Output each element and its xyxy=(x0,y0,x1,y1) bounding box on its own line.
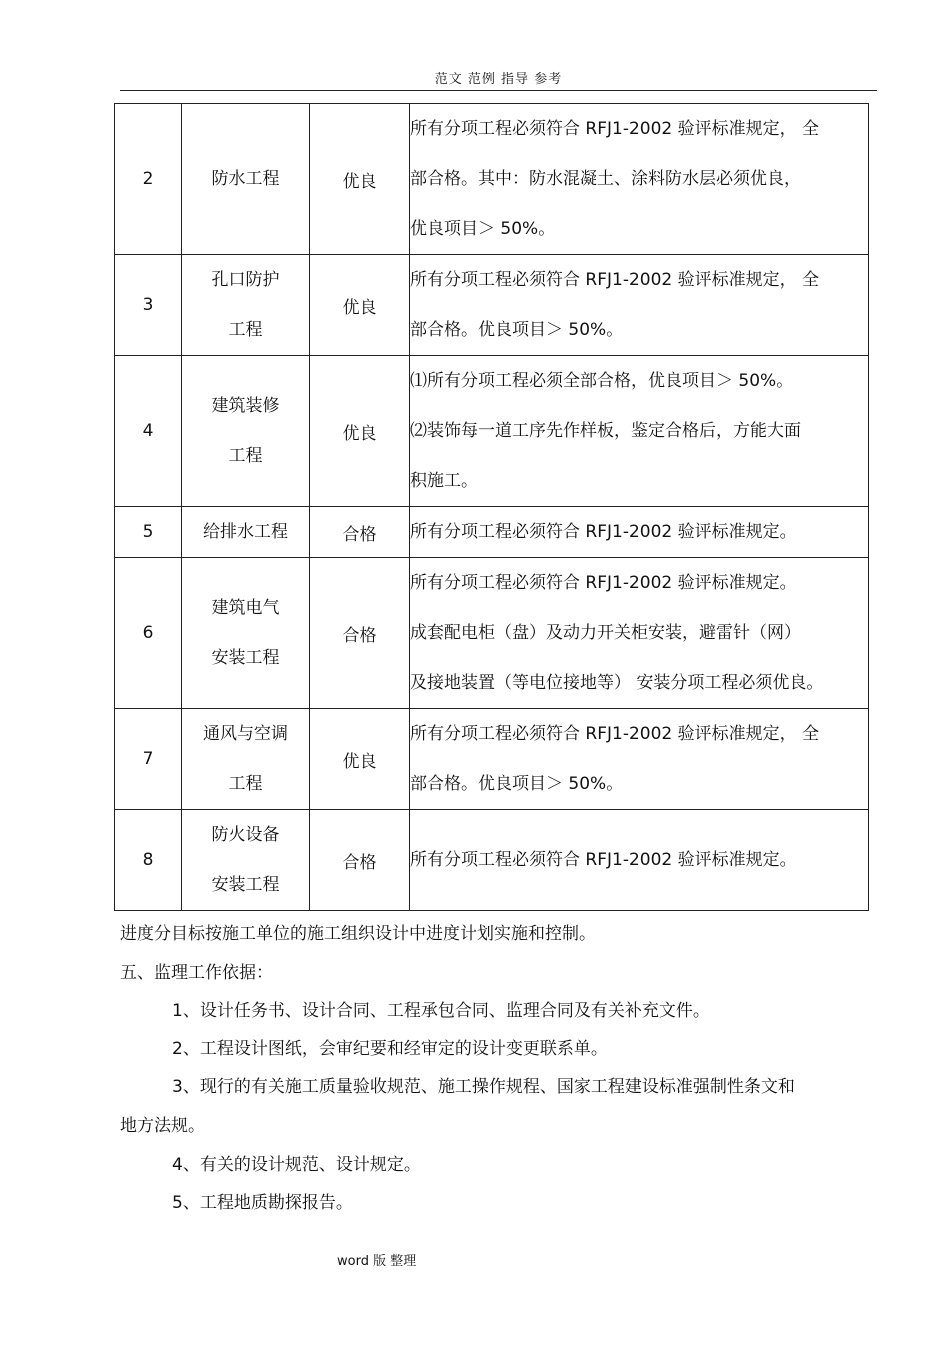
header-rule xyxy=(120,90,877,91)
basis-item-continued: 地方法规。 xyxy=(120,1116,205,1136)
quality-grade: 合格 xyxy=(310,558,410,709)
quality-grade: 优良 xyxy=(310,709,410,810)
basis-item: 3、现行的有关施工质量验收规范、施工操作规程、国家工程建设标准强制性条文和 xyxy=(172,1077,795,1097)
project-name: 通风与空调 工程 xyxy=(182,709,310,810)
project-name: 建筑电气 安装工程 xyxy=(182,558,310,709)
table-row xyxy=(115,709,869,810)
page-footer: word 版 整理 xyxy=(337,1254,417,1269)
project-name: 防火设备 安装工程 xyxy=(182,810,310,911)
row-number: 5 xyxy=(115,507,182,558)
table-row xyxy=(115,255,869,356)
requirement-text: 所有分项工程必须符合 RFJ1-2002 验评标准规定。 xyxy=(410,507,869,558)
basis-item: 2、工程设计图纸，会审纪要和经审定的设计变更联系单。 xyxy=(172,1039,608,1059)
row-number: 6 xyxy=(115,558,182,709)
table-row xyxy=(115,104,869,255)
row-number: 4 xyxy=(115,356,182,507)
basis-item: 4、有关的设计规范、设计规定。 xyxy=(172,1155,421,1175)
requirement-text: ⑴所有分项工程必须全部合格，优良项目＞ 50%。 ⑵装饰每一道工序先作样板，鉴定合格后，方能大面 积施工。 xyxy=(410,356,869,507)
table-row xyxy=(115,558,869,709)
section-title: 五、监理工作依据： xyxy=(120,963,273,983)
quality-grade: 优良 xyxy=(310,356,410,507)
page-header: 范文 范例 指导 参考 xyxy=(434,72,563,87)
project-name: 孔口防护 工程 xyxy=(182,255,310,356)
row-number: 3 xyxy=(115,255,182,356)
row-number: 8 xyxy=(115,810,182,911)
quality-grade: 优良 xyxy=(310,104,410,255)
row-number: 7 xyxy=(115,709,182,810)
project-name: 防水工程 xyxy=(182,104,310,255)
quality-grade: 优良 xyxy=(310,255,410,356)
requirement-text: 所有分项工程必须符合 RFJ1-2002 验评标准规定。 成套配电柜（盘）及动力开关柜安装，避雷针（网） 及接地装置（等电位接地等） 安装分项工程必须优良。 xyxy=(410,558,869,709)
basis-item: 1、设计任务书、设计合同、工程承包合同、监理合同及有关补充文件。 xyxy=(172,1001,710,1021)
project-name: 建筑装修 工程 xyxy=(182,356,310,507)
requirement-text: 所有分项工程必须符合 RFJ1-2002 验评标准规定， 全 部合格。优良项目＞ 50%。 xyxy=(410,255,869,356)
quality-grade: 合格 xyxy=(310,810,410,911)
project-name: 给排水工程 xyxy=(182,507,310,558)
requirement-text: 所有分项工程必须符合 RFJ1-2002 验评标准规定， 全 部合格。其中：防水混凝土、涂料防水层必须优良， 优良项目＞ 50%。 xyxy=(410,104,869,255)
quality-grade: 合格 xyxy=(310,507,410,558)
quality-standard-table xyxy=(114,103,869,911)
table-row xyxy=(115,507,869,558)
table-row xyxy=(115,356,869,507)
requirement-text: 所有分项工程必须符合 RFJ1-2002 验评标准规定。 xyxy=(410,810,869,911)
row-number: 2 xyxy=(115,104,182,255)
table-row xyxy=(115,810,869,911)
requirement-text: 所有分项工程必须符合 RFJ1-2002 验评标准规定， 全 部合格。优良项目＞ 50%。 xyxy=(410,709,869,810)
basis-item: 5、工程地质勘探报告。 xyxy=(172,1193,353,1213)
progress-note: 进度分目标按施工单位的施工组织设计中进度计划实施和控制。 xyxy=(120,924,596,944)
